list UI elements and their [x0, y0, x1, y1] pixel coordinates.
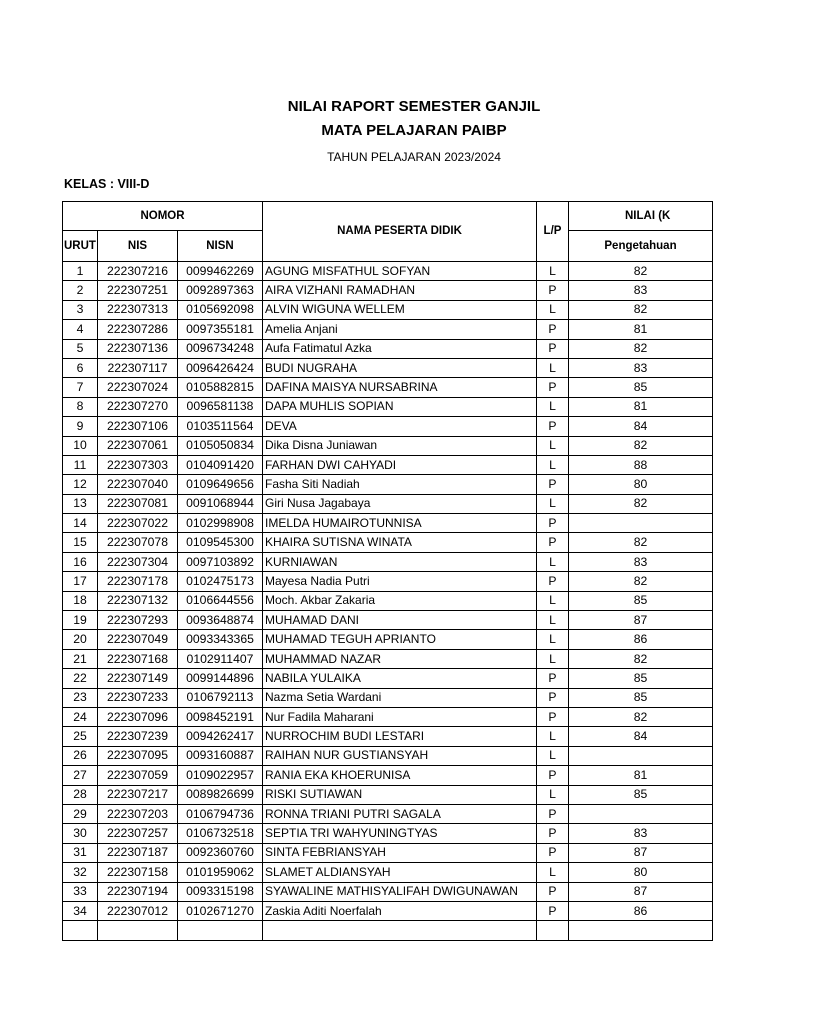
cell-lp: P — [537, 688, 569, 707]
cell-nisn: 0102475173 — [178, 572, 263, 591]
cell-nilai: 82 — [569, 300, 713, 319]
class-label: KELAS : VIII-D — [64, 177, 150, 191]
cell-urut: 4 — [63, 320, 98, 339]
cell-nisn: 0089826699 — [178, 785, 263, 804]
header-nilai: NILAI (K — [569, 202, 713, 231]
table-row — [63, 533, 713, 552]
cell-nis: 222307257 — [98, 824, 178, 843]
table-row — [63, 339, 713, 358]
cell-nama: KURNIAWAN — [263, 552, 537, 571]
cell-nilai: 82 — [569, 262, 713, 281]
cell-nama: Moch. Akbar Zakaria — [263, 591, 537, 610]
cell-nisn: 0093315198 — [178, 882, 263, 901]
cell-nisn: 0097103892 — [178, 552, 263, 571]
cell-nisn: 0106732518 — [178, 824, 263, 843]
cell-nama: Nur Fadila Maharani — [263, 707, 537, 726]
table-row — [63, 727, 713, 746]
cell-nama: FARHAN DWI CAHYADI — [263, 455, 537, 474]
cell-nisn: 0106644556 — [178, 591, 263, 610]
table-row — [63, 552, 713, 571]
cell-nis: 222307096 — [98, 707, 178, 726]
header-nama: NAMA PESERTA DIDIK — [263, 202, 537, 262]
cell-nisn: 0102671270 — [178, 901, 263, 920]
cell-urut: 1 — [63, 262, 98, 281]
cell-nis: 222307216 — [98, 262, 178, 281]
cell-nisn: 0102911407 — [178, 649, 263, 668]
cell-nisn: 0109649656 — [178, 475, 263, 494]
cell-urut: 13 — [63, 494, 98, 513]
table-row — [63, 669, 713, 688]
table-row — [63, 320, 713, 339]
cell-nama: SEPTIA TRI WAHYUNINGTYAS — [263, 824, 537, 843]
cell-nis: 222307178 — [98, 572, 178, 591]
cell-nilai — [569, 746, 713, 765]
table-row — [63, 688, 713, 707]
cell-nilai: 80 — [569, 475, 713, 494]
table-row — [63, 766, 713, 785]
cell-nisn — [178, 921, 263, 940]
cell-lp: P — [537, 707, 569, 726]
table-row — [63, 630, 713, 649]
cell-nama: Dika Disna Juniawan — [263, 436, 537, 455]
cell-urut: 18 — [63, 591, 98, 610]
table-row — [63, 843, 713, 862]
cell-nisn: 0101959062 — [178, 863, 263, 882]
cell-nis: 222307149 — [98, 669, 178, 688]
cell-nama: NURROCHIM BUDI LESTARI — [263, 727, 537, 746]
cell-nilai: 82 — [569, 572, 713, 591]
cell-nilai: 84 — [569, 417, 713, 436]
subject-title: MATA PELAJARAN PAIBP — [321, 122, 507, 139]
cell-nisn: 0105692098 — [178, 300, 263, 319]
cell-nisn: 0093648874 — [178, 611, 263, 630]
cell-nilai: 82 — [569, 436, 713, 455]
table-row — [63, 824, 713, 843]
cell-nama: AGUNG MISFATHUL SOFYAN — [263, 262, 537, 281]
table-row — [63, 882, 713, 901]
cell-lp: P — [537, 378, 569, 397]
cell-nisn: 0105050834 — [178, 436, 263, 455]
cell-nama: RISKI SUTIAWAN — [263, 785, 537, 804]
cell-nisn: 0093160887 — [178, 746, 263, 765]
cell-urut: 27 — [63, 766, 98, 785]
cell-lp: P — [537, 824, 569, 843]
report-title: NILAI RAPORT SEMESTER GANJIL — [287, 98, 541, 115]
table-row — [63, 475, 713, 494]
cell-nisn: 0109545300 — [178, 533, 263, 552]
table-row — [63, 921, 713, 940]
cell-nis: 222307132 — [98, 591, 178, 610]
cell-nilai: 85 — [569, 688, 713, 707]
table-row — [63, 262, 713, 281]
cell-nama: SINTA FEBRIANSYAH — [263, 843, 537, 862]
cell-urut: 10 — [63, 436, 98, 455]
cell-nama: DAPA MUHLIS SOPIAN — [263, 397, 537, 416]
cell-nilai: 83 — [569, 824, 713, 843]
cell-urut: 2 — [63, 281, 98, 300]
cell-nisn: 0094262417 — [178, 727, 263, 746]
cell-nilai: 80 — [569, 863, 713, 882]
cell-lp: L — [537, 455, 569, 474]
cell-nama: KHAIRA SUTISNA WINATA — [263, 533, 537, 552]
cell-nis: 222307194 — [98, 882, 178, 901]
cell-nisn: 0097355181 — [178, 320, 263, 339]
cell-nisn: 0099462269 — [178, 262, 263, 281]
cell-nilai: 82 — [569, 649, 713, 668]
cell-lp: L — [537, 436, 569, 455]
header-lp: L/P — [537, 202, 569, 262]
cell-urut: 7 — [63, 378, 98, 397]
cell-urut: 23 — [63, 688, 98, 707]
cell-nisn: 0109022957 — [178, 766, 263, 785]
cell-urut: 14 — [63, 514, 98, 533]
table-row — [63, 494, 713, 513]
cell-urut: 17 — [63, 572, 98, 591]
cell-nilai: 81 — [569, 397, 713, 416]
table-row — [63, 281, 713, 300]
cell-nama: Giri Nusa Jagabaya — [263, 494, 537, 513]
cell-nisn: 0104091420 — [178, 455, 263, 474]
cell-nilai: 85 — [569, 378, 713, 397]
cell-urut: 16 — [63, 552, 98, 571]
cell-urut: 15 — [63, 533, 98, 552]
cell-lp: P — [537, 901, 569, 920]
cell-nilai: 84 — [569, 727, 713, 746]
cell-lp: L — [537, 630, 569, 649]
cell-lp: L — [537, 611, 569, 630]
cell-nis: 222307136 — [98, 339, 178, 358]
cell-nis: 222307187 — [98, 843, 178, 862]
cell-urut: 9 — [63, 417, 98, 436]
cell-urut: 24 — [63, 707, 98, 726]
cell-nama: MUHAMMAD NAZAR — [263, 649, 537, 668]
cell-nilai: 85 — [569, 669, 713, 688]
table-row — [63, 378, 713, 397]
cell-nama: NABILA YULAIKA — [263, 669, 537, 688]
table-row — [63, 649, 713, 668]
cell-urut: 28 — [63, 785, 98, 804]
cell-nis: 222307304 — [98, 552, 178, 571]
table-row — [63, 514, 713, 533]
cell-urut — [63, 921, 98, 940]
cell-urut: 12 — [63, 475, 98, 494]
cell-lp: P — [537, 766, 569, 785]
cell-nama: SLAMET ALDIANSYAH — [263, 863, 537, 882]
cell-nilai: 86 — [569, 630, 713, 649]
cell-nama: RANIA EKA KHOERUNISA — [263, 766, 537, 785]
cell-nilai: 87 — [569, 843, 713, 862]
cell-urut: 30 — [63, 824, 98, 843]
cell-urut: 29 — [63, 804, 98, 823]
table-row — [63, 611, 713, 630]
header-nomor: NOMOR — [63, 202, 263, 231]
cell-nis: 222307233 — [98, 688, 178, 707]
header-urut: URUT — [63, 231, 98, 262]
cell-nis: 222307022 — [98, 514, 178, 533]
cell-nama: AIRA VIZHANI RAMADHAN — [263, 281, 537, 300]
table-row — [63, 804, 713, 823]
cell-lp: P — [537, 281, 569, 300]
cell-nis: 222307239 — [98, 727, 178, 746]
cell-nama: MUHAMAD DANI — [263, 611, 537, 630]
cell-nis: 222307081 — [98, 494, 178, 513]
cell-nama — [263, 921, 537, 940]
header-row-1 — [63, 202, 713, 231]
cell-nis: 222307078 — [98, 533, 178, 552]
cell-nama: Nazma Setia Wardani — [263, 688, 537, 707]
cell-nilai: 82 — [569, 494, 713, 513]
cell-nis: 222307117 — [98, 358, 178, 377]
cell-nis: 222307251 — [98, 281, 178, 300]
table-row — [63, 572, 713, 591]
cell-nama: Fasha Siti Nadiah — [263, 475, 537, 494]
cell-nilai: 83 — [569, 281, 713, 300]
table-row — [63, 707, 713, 726]
cell-urut: 3 — [63, 300, 98, 319]
cell-nis: 222307024 — [98, 378, 178, 397]
header-pengetahuan: Pengetahuan — [569, 231, 713, 262]
cell-urut: 6 — [63, 358, 98, 377]
grade-sheet — [62, 201, 677, 941]
table-row — [63, 417, 713, 436]
cell-nisn: 0092360760 — [178, 843, 263, 862]
cell-nisn: 0106794736 — [178, 804, 263, 823]
cell-nisn: 0096426424 — [178, 358, 263, 377]
cell-nis: 222307106 — [98, 417, 178, 436]
cell-nama: BUDI NUGRAHA — [263, 358, 537, 377]
cell-nisn: 0102998908 — [178, 514, 263, 533]
table-row — [63, 901, 713, 920]
cell-urut: 8 — [63, 397, 98, 416]
cell-nama: Zaskia Aditi Noerfalah — [263, 901, 537, 920]
cell-nilai: 86 — [569, 901, 713, 920]
cell-nilai: 81 — [569, 766, 713, 785]
cell-urut: 31 — [63, 843, 98, 862]
cell-urut: 25 — [63, 727, 98, 746]
cell-nis: 222307168 — [98, 649, 178, 668]
cell-nis: 222307095 — [98, 746, 178, 765]
table-row — [63, 436, 713, 455]
cell-lp: L — [537, 397, 569, 416]
cell-nama: ALVIN WIGUNA WELLEM — [263, 300, 537, 319]
cell-nilai: 82 — [569, 707, 713, 726]
cell-nama: RAIHAN NUR GUSTIANSYAH — [263, 746, 537, 765]
cell-nis: 222307303 — [98, 455, 178, 474]
cell-nisn: 0093343365 — [178, 630, 263, 649]
cell-lp: P — [537, 417, 569, 436]
cell-nilai: 82 — [569, 339, 713, 358]
cell-lp: P — [537, 882, 569, 901]
cell-lp: L — [537, 358, 569, 377]
cell-nisn: 0103511564 — [178, 417, 263, 436]
cell-nilai: 82 — [569, 533, 713, 552]
cell-lp: P — [537, 804, 569, 823]
cell-nisn: 0096581138 — [178, 397, 263, 416]
cell-urut: 32 — [63, 863, 98, 882]
table-row — [63, 591, 713, 610]
cell-nilai: 87 — [569, 882, 713, 901]
cell-lp: P — [537, 572, 569, 591]
cell-nama: Aufa Fatimatul Azka — [263, 339, 537, 358]
cell-nisn: 0098452191 — [178, 707, 263, 726]
table-row — [63, 746, 713, 765]
cell-urut: 26 — [63, 746, 98, 765]
cell-urut: 19 — [63, 611, 98, 630]
table-row — [63, 785, 713, 804]
cell-nama: MUHAMAD TEGUH APRIANTO — [263, 630, 537, 649]
table-row — [63, 358, 713, 377]
cell-lp: L — [537, 494, 569, 513]
academic-year: TAHUN PELAJARAN 2023/2024 — [327, 150, 501, 164]
cell-urut: 34 — [63, 901, 98, 920]
header-nis: NIS — [98, 231, 178, 262]
cell-nisn: 0091068944 — [178, 494, 263, 513]
cell-nilai: 88 — [569, 455, 713, 474]
cell-lp: P — [537, 533, 569, 552]
cell-urut: 11 — [63, 455, 98, 474]
cell-urut: 22 — [63, 669, 98, 688]
cell-lp: L — [537, 785, 569, 804]
cell-lp: L — [537, 727, 569, 746]
cell-nis: 222307217 — [98, 785, 178, 804]
cell-nis — [98, 921, 178, 940]
cell-lp: L — [537, 863, 569, 882]
cell-nama: RONNA TRIANI PUTRI SAGALA — [263, 804, 537, 823]
cell-nisn: 0105882815 — [178, 378, 263, 397]
table-row — [63, 863, 713, 882]
cell-nis: 222307059 — [98, 766, 178, 785]
cell-lp: P — [537, 320, 569, 339]
cell-lp: L — [537, 746, 569, 765]
cell-urut: 5 — [63, 339, 98, 358]
cell-nilai — [569, 804, 713, 823]
cell-nis: 222307158 — [98, 863, 178, 882]
cell-nisn: 0099144896 — [178, 669, 263, 688]
cell-nama: DAFINA MAISYA NURSABRINA — [263, 378, 537, 397]
cell-nama: Mayesa Nadia Putri — [263, 572, 537, 591]
header-nisn: NISN — [178, 231, 263, 262]
cell-lp: L — [537, 552, 569, 571]
cell-urut: 21 — [63, 649, 98, 668]
cell-nisn: 0106792113 — [178, 688, 263, 707]
cell-nama: SYAWALINE MATHISYALIFAH DWIGUNAWAN — [263, 882, 537, 901]
cell-nilai: 87 — [569, 611, 713, 630]
cell-urut: 33 — [63, 882, 98, 901]
cell-nama: DEVA — [263, 417, 537, 436]
cell-nis: 222307203 — [98, 804, 178, 823]
cell-nis: 222307313 — [98, 300, 178, 319]
cell-lp: L — [537, 591, 569, 610]
cell-lp: P — [537, 475, 569, 494]
cell-lp: L — [537, 649, 569, 668]
cell-lp: L — [537, 300, 569, 319]
cell-nisn: 0092897363 — [178, 281, 263, 300]
table-row — [63, 455, 713, 474]
cell-nisn: 0096734248 — [178, 339, 263, 358]
cell-nis: 222307270 — [98, 397, 178, 416]
cell-lp: P — [537, 843, 569, 862]
cell-nis: 222307286 — [98, 320, 178, 339]
grades-table — [62, 201, 713, 941]
cell-nama: IMELDA HUMAIROTUNNISA — [263, 514, 537, 533]
cell-nilai: 83 — [569, 358, 713, 377]
cell-nis: 222307012 — [98, 901, 178, 920]
table-row — [63, 397, 713, 416]
table-row — [63, 300, 713, 319]
cell-lp: P — [537, 669, 569, 688]
cell-nis: 222307061 — [98, 436, 178, 455]
cell-nilai: 83 — [569, 552, 713, 571]
cell-nilai — [569, 514, 713, 533]
table-body — [63, 262, 713, 941]
cell-nilai: 85 — [569, 785, 713, 804]
cell-nis: 222307040 — [98, 475, 178, 494]
cell-lp — [537, 921, 569, 940]
cell-nilai — [569, 921, 713, 940]
cell-nis: 222307049 — [98, 630, 178, 649]
cell-nis: 222307293 — [98, 611, 178, 630]
cell-lp: P — [537, 339, 569, 358]
cell-nilai: 81 — [569, 320, 713, 339]
cell-urut: 20 — [63, 630, 98, 649]
cell-nama: Amelia Anjani — [263, 320, 537, 339]
cell-lp: P — [537, 514, 569, 533]
cell-nilai: 85 — [569, 591, 713, 610]
cell-lp: L — [537, 262, 569, 281]
